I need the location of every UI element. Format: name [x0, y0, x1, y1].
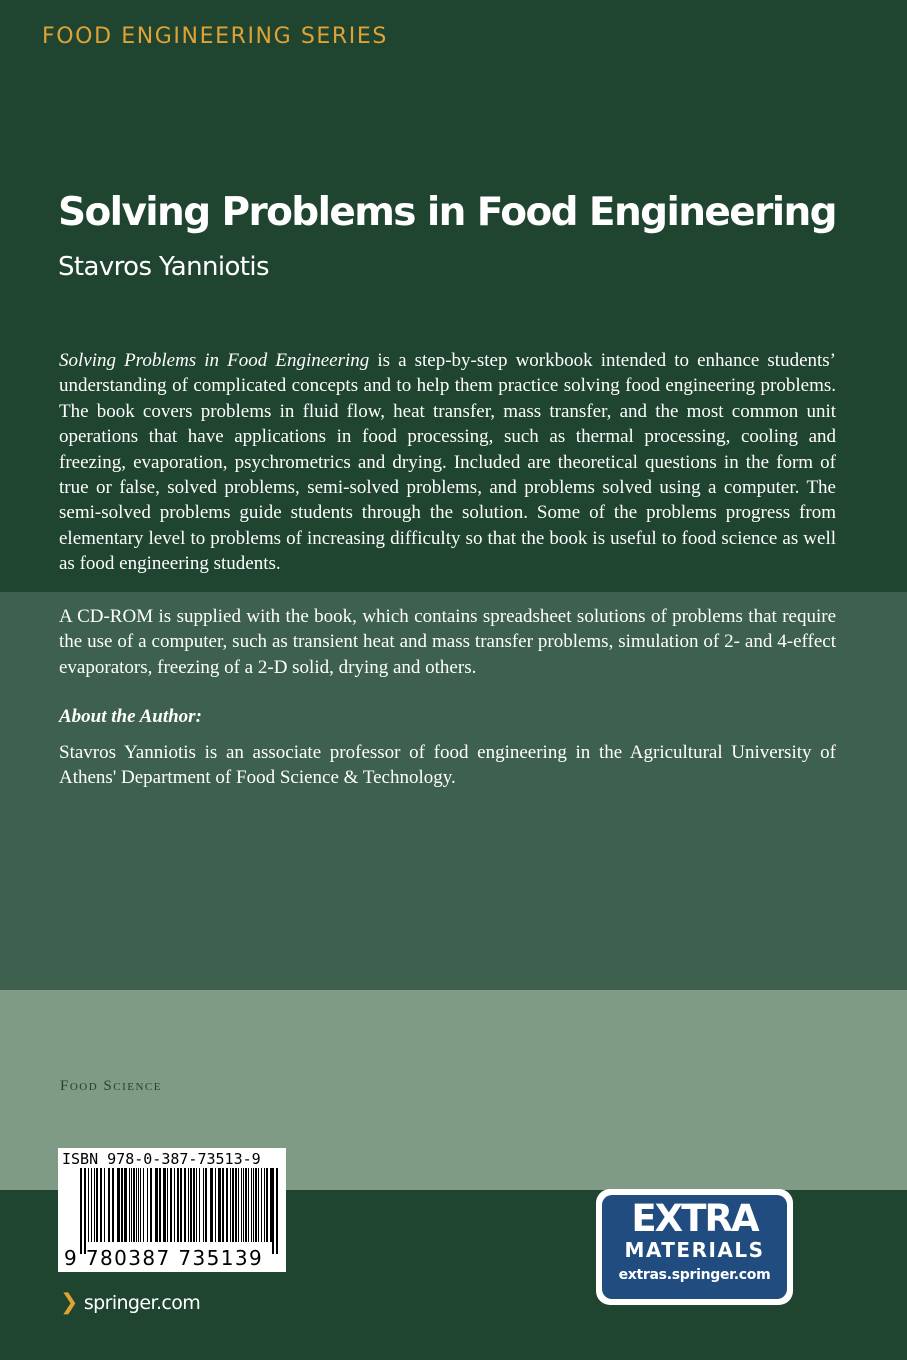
barcode-bar	[232, 1168, 234, 1242]
description-italic-title: Solving Problems in Food Engineering	[59, 350, 370, 371]
barcode-bar	[94, 1168, 95, 1242]
chevron-right-icon: ❯	[60, 1290, 78, 1315]
barcode-bar	[248, 1168, 249, 1242]
barcode-bar	[112, 1168, 114, 1242]
barcode-bar	[147, 1168, 148, 1242]
extra-badge-line1: EXTRA	[631, 1197, 758, 1240]
extra-materials-badge-inner	[602, 1195, 787, 1299]
extra-badge-url: extras.springer.com	[618, 1267, 771, 1283]
barcode-bar	[117, 1168, 120, 1242]
barcode-bar	[138, 1168, 139, 1242]
barcode-bar	[258, 1168, 259, 1242]
barcode-bar	[215, 1168, 216, 1242]
barcode-bar	[184, 1168, 186, 1242]
barcode-bar	[264, 1168, 265, 1242]
isbn-label: ISBN 978-0-387-73513-9	[62, 1150, 261, 1168]
barcode-bar	[180, 1168, 182, 1242]
barcode-bar	[226, 1168, 228, 1242]
springer-link-text: springer.com	[83, 1291, 201, 1314]
description-paragraph-1-text: is a step-by-step workbook intended to enhance students’ understanding of complicated concepts and to help them practice solving food engineering problems. The book covers problems in fluid flow, heat transfer, mass transfer, and the most common unit operations that have applications in food processing, such as thermal processing, cooling and freezing, evaporation, psychrometrics and drying. Included are theoretical questions in the form of true or false, solved problems, semi-solved problems, and problems solved using a computer. The semi-solved problems guide students through the solution. Some of the problems progress from elementary level to problems of increasing difficulty so that the book is useful to food science as well as food engineering students.	[59, 350, 837, 575]
barcode-bar	[91, 1168, 92, 1242]
barcode-guard-bar	[80, 1168, 82, 1254]
barcode-bar	[104, 1168, 105, 1242]
book-author: Stavros Yanniotis	[58, 252, 269, 282]
barcode-bar	[163, 1168, 166, 1242]
barcode-bar	[108, 1168, 110, 1242]
barcode-bar	[235, 1168, 237, 1242]
barcode-bar	[133, 1168, 135, 1242]
barcode-bar	[177, 1168, 179, 1242]
barcode-bar	[131, 1168, 132, 1242]
barcode-bar	[124, 1168, 127, 1242]
barcode-bar	[170, 1168, 172, 1242]
barcode-bar	[238, 1168, 239, 1242]
barcode-bar	[96, 1168, 98, 1242]
barcode-bar	[210, 1168, 213, 1242]
barcode-bar	[253, 1168, 254, 1242]
about-author-text: Stavros Yanniotis is an associate professor of food engineering in the Agricultural University of Athens' Department of Food Science & Technology.	[59, 742, 836, 789]
ean-digits: 9 780387 735139	[64, 1246, 264, 1270]
barcode-bar	[241, 1168, 242, 1242]
barcode-bar	[203, 1168, 204, 1242]
barcode-bar	[245, 1168, 247, 1242]
springer-link[interactable]	[60, 1290, 200, 1315]
barcode-bar	[199, 1168, 200, 1242]
barcode-bar	[205, 1168, 207, 1242]
barcode-bar	[266, 1168, 268, 1242]
description-paragraph-2: A CD-ROM is supplied with the book, which contains spreadsheet solutions of problems that require the use of a computer, such as transient heat and mass transfer problems, simulation of 2- and 4-effect evaporators, freezing of a 2-D solid, drying and others.	[59, 606, 836, 678]
extra-badge-line2: MATERIALS	[624, 1238, 765, 1262]
barcode-bar	[188, 1168, 189, 1242]
extra-materials-badge[interactable]	[596, 1189, 793, 1305]
subject-category: Food Science	[60, 1078, 162, 1094]
barcode-bar	[143, 1168, 144, 1242]
barcode-guard-bar	[272, 1168, 274, 1254]
barcode-bar	[129, 1168, 130, 1242]
barcode-bar	[88, 1168, 89, 1242]
barcode-bar	[251, 1168, 252, 1242]
barcode-bar	[261, 1168, 262, 1242]
barcode-guard-bar	[84, 1168, 86, 1254]
barcode-bar	[196, 1168, 197, 1242]
isbn-barcode	[58, 1148, 286, 1272]
barcode-bar	[174, 1168, 175, 1242]
barcode-guard-bar	[276, 1168, 278, 1254]
barcode-bar	[190, 1168, 192, 1242]
barcode-bar	[270, 1168, 272, 1242]
series-name: FOOD ENGINEERING SERIES	[42, 24, 388, 49]
barcode-bar	[230, 1168, 231, 1242]
barcode-bar	[218, 1168, 221, 1242]
barcode-bar	[193, 1168, 195, 1242]
barcode-bar	[243, 1168, 244, 1242]
book-title: Solving Problems in Food Engineering	[58, 190, 836, 235]
barcode-bar	[121, 1168, 123, 1242]
barcode-bar	[222, 1168, 224, 1242]
about-author-heading: About the Author:	[59, 706, 202, 727]
barcode-bar	[100, 1168, 102, 1242]
barcode-bar	[255, 1168, 257, 1242]
barcode-bar	[150, 1168, 152, 1242]
barcode-bar	[140, 1168, 141, 1242]
barcode-bar	[136, 1168, 137, 1242]
barcode-bar	[159, 1168, 161, 1242]
description-paragraph-1	[59, 348, 836, 577]
barcode-bar	[155, 1168, 158, 1242]
barcode-bar	[167, 1168, 168, 1242]
